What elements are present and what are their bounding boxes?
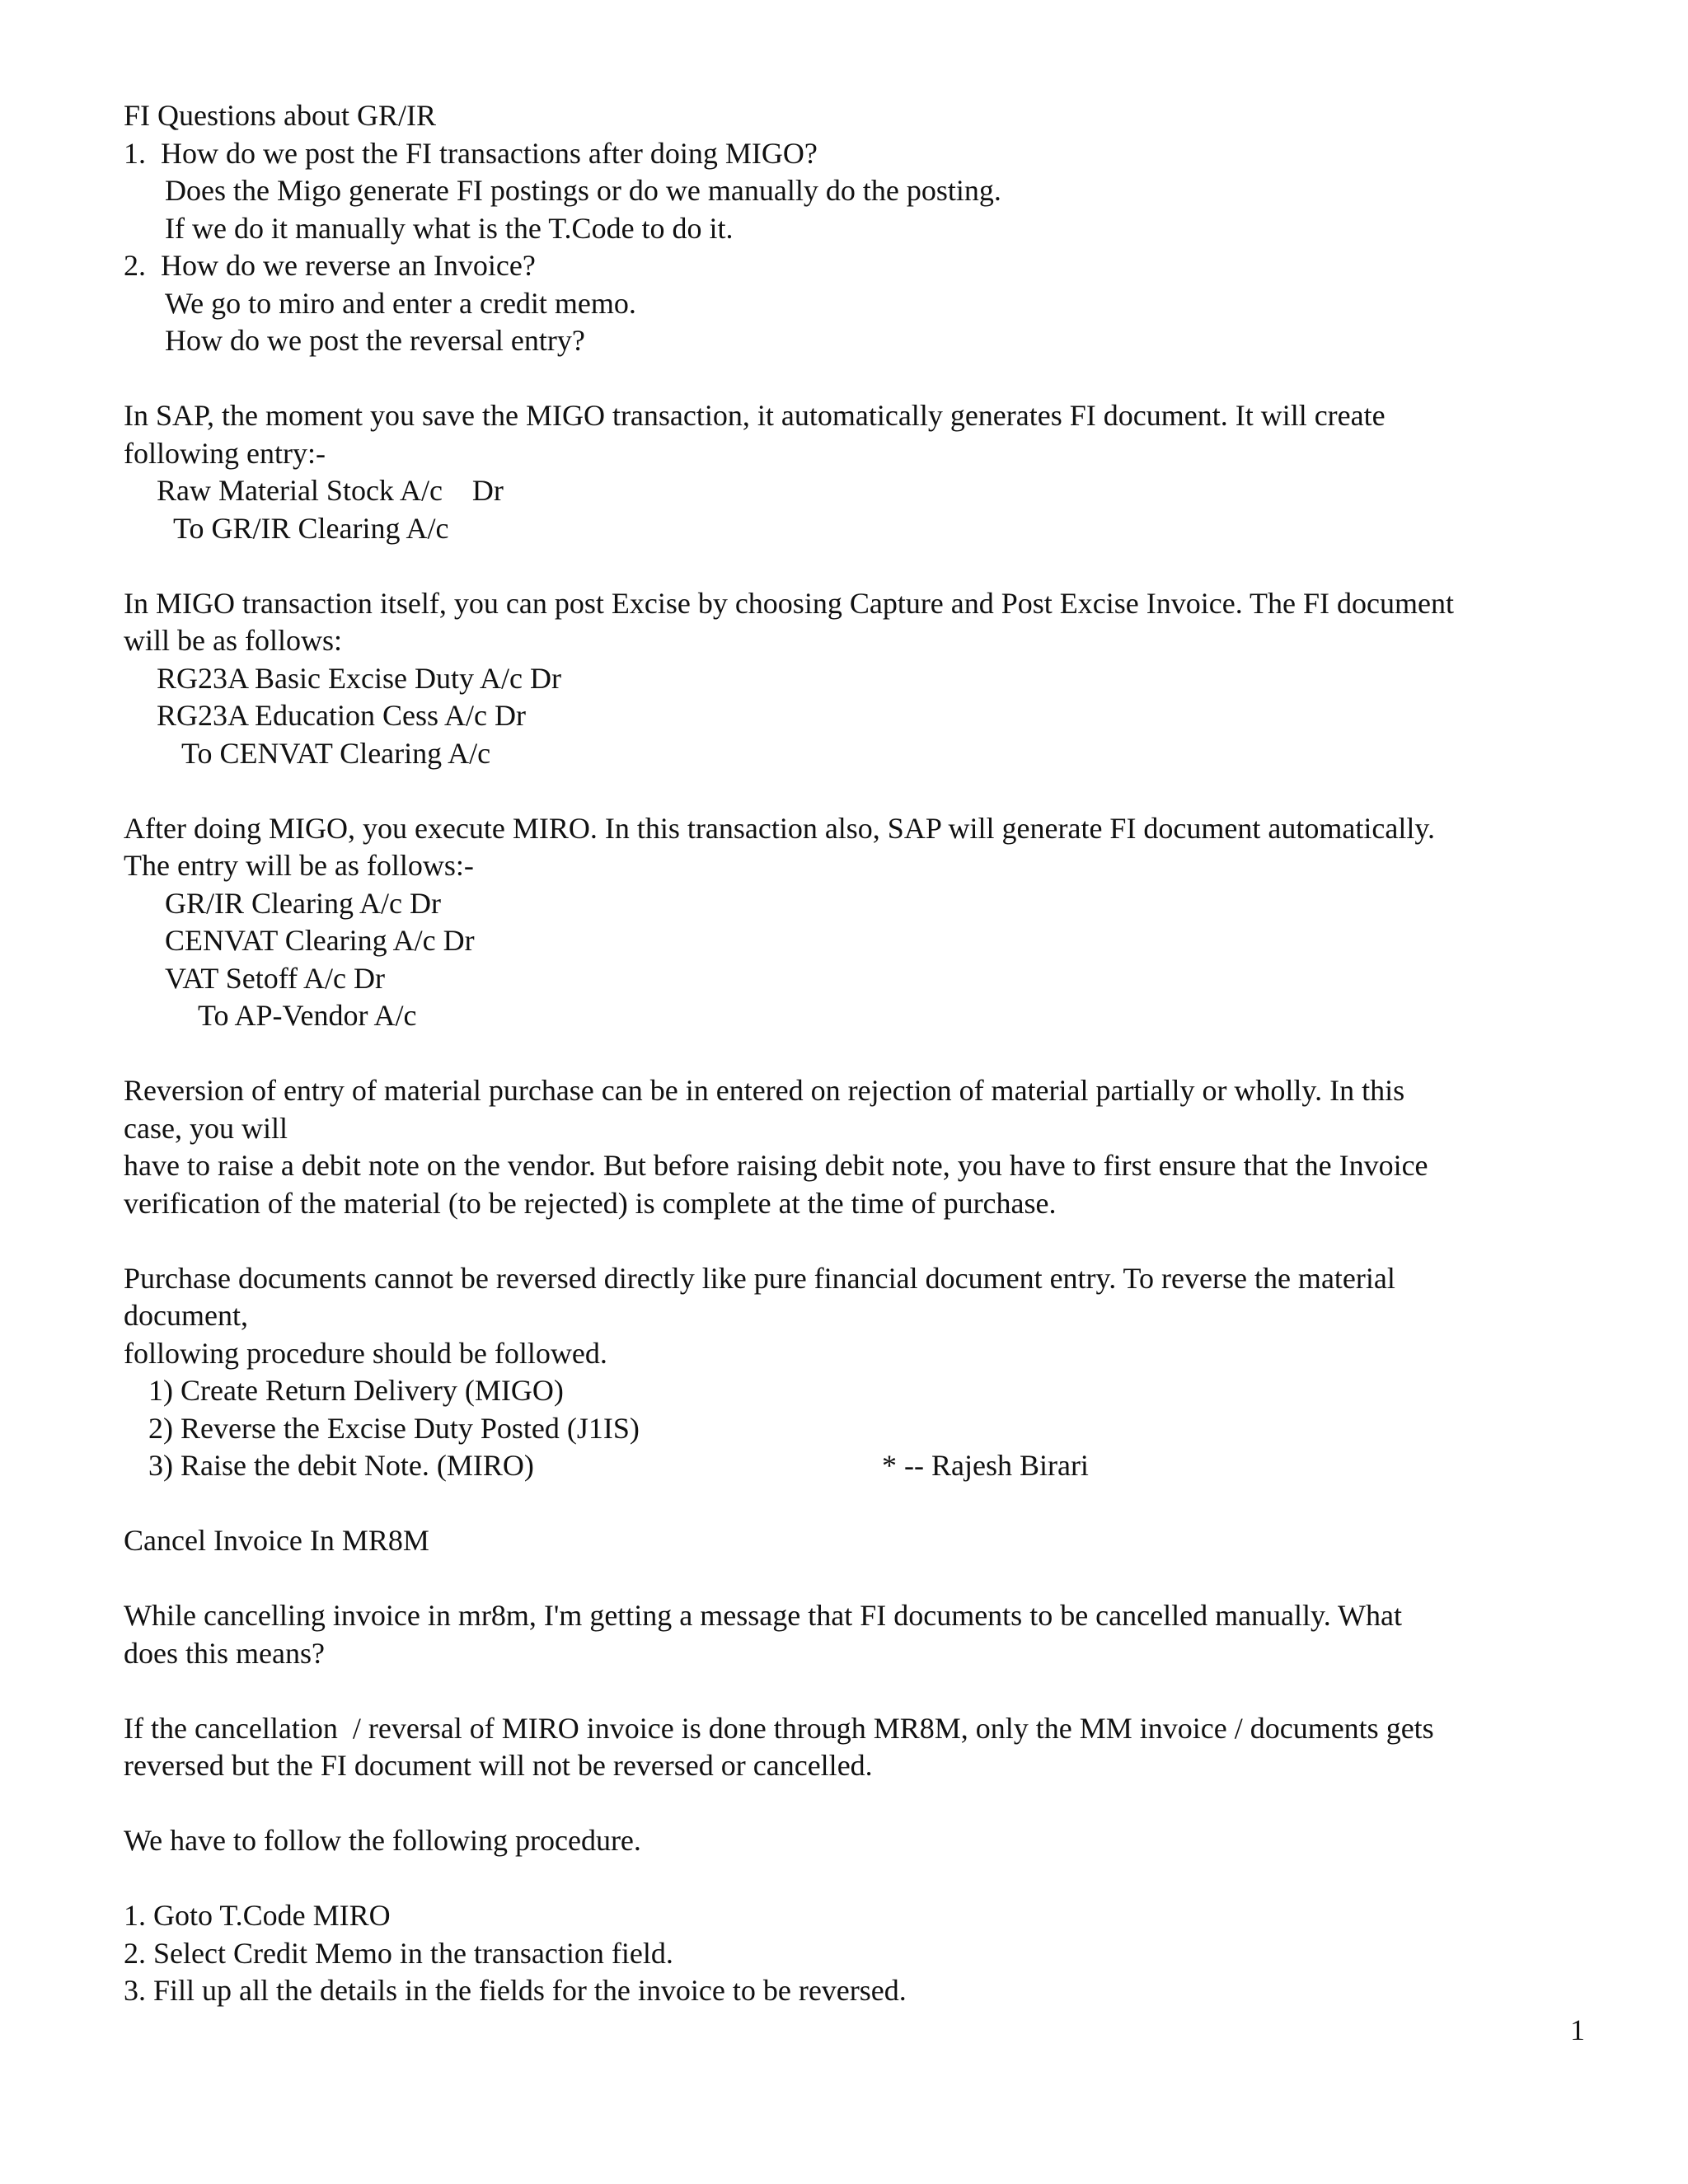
entry-raw-material-dr: Raw Material Stock A/c Dr [157, 474, 504, 507]
miro-step-2: 2. Select Credit Memo in the transaction field. [124, 1936, 673, 1970]
entry-ap-vendor-cr: To AP-Vendor A/c [198, 999, 417, 1032]
reversion-paragraph-line-4: verification of the material (to be rejected) is complete at the time of purchase. [124, 1186, 1057, 1220]
miro-paragraph-line-1: After doing MIGO, you execute MIRO. In this transaction also, SAP will generate FI document automatically. [124, 811, 1435, 845]
section-heading-cancel-invoice: Cancel Invoice In MR8M [124, 1524, 429, 1557]
spacer [124, 1785, 1599, 1823]
excise-paragraph-line-1: In MIGO transaction itself, you can post Excise by choosing Capture and Post Excise Invoice. The FI document [124, 586, 1454, 620]
follow-procedure-line: We have to follow the following procedure. [124, 1824, 641, 1857]
miro-step-1: 1. Goto T.Code MIRO [124, 1899, 391, 1932]
reversion-paragraph-line-3: have to raise a debit note on the vendor. But before raising debit note, you have to first ensure that the Invoice [124, 1149, 1428, 1182]
migo-answer-line-2: following entry:- [124, 436, 326, 470]
procedure-step-3-row [124, 1447, 1599, 1485]
question-1-detail-b: If we do it manually what is the T.Code to do it. [165, 211, 734, 245]
purchase-paragraph-line-3: following procedure should be followed. [124, 1336, 607, 1370]
entry-rg23a-basic-dr: RG23A Basic Excise Duty A/c Dr [157, 661, 561, 695]
author-signature: * -- Rajesh Birari [882, 1449, 1089, 1482]
spacer [124, 1672, 1599, 1710]
document-body [124, 97, 1599, 2010]
question-2-detail-b: How do we post the reversal entry? [165, 324, 585, 357]
spacer [124, 1860, 1599, 1898]
question-1: 1. How do we post the FI transactions after doing MIGO? [124, 136, 818, 170]
entry-cenvat-dr: CENVAT Clearing A/c Dr [165, 924, 475, 957]
entry-gr-ir-dr: GR/IR Clearing A/c Dr [165, 886, 441, 920]
spacer [124, 1560, 1599, 1598]
entry-vat-setoff-dr: VAT Setoff A/c Dr [165, 961, 386, 995]
reversion-paragraph-line-2: case, you will [124, 1111, 288, 1145]
page-number: 1 [1570, 2013, 1585, 2046]
spacer [124, 772, 1599, 810]
procedure-step-3: 3) Raise the debit Note. (MIRO) [148, 1449, 534, 1482]
mr8m-answer-line-1: If the cancellation / reversal of MIRO invoice is done through MR8M, only the MM invoice / documents gets [124, 1711, 1434, 1745]
purchase-paragraph-line-2: document, [124, 1299, 248, 1332]
mr8m-question-line-1: While cancelling invoice in mr8m, I'm getting a message that FI documents to be cancelled manually. What [124, 1599, 1403, 1632]
entry-rg23a-cess-dr: RG23A Education Cess A/c Dr [157, 699, 526, 732]
entry-cenvat-cr: To CENVAT Clearing A/c [181, 736, 491, 770]
spacer [124, 547, 1599, 585]
spacer [124, 1035, 1599, 1073]
question-2: 2. How do we reverse an Invoice? [124, 249, 536, 282]
spacer [124, 360, 1599, 398]
heading-gr-ir-questions: FI Questions about GR/IR [124, 99, 437, 132]
mr8m-answer-line-2: reversed but the FI document will not be reversed or cancelled. [124, 1749, 873, 1782]
reversion-paragraph-line-1: Reversion of entry of material purchase can be in entered on rejection of material partially or wholly. In this [124, 1074, 1405, 1107]
miro-paragraph-line-2: The entry will be as follows:- [124, 849, 474, 882]
question-2-detail-a: We go to miro and enter a credit memo. [165, 286, 636, 320]
miro-step-3: 3. Fill up all the details in the fields for the invoice to be reversed. [124, 1974, 907, 2007]
procedure-step-1: 1) Create Return Delivery (MIGO) [148, 1374, 564, 1407]
spacer [124, 1222, 1599, 1260]
migo-answer-line-1: In SAP, the moment you save the MIGO transaction, it automatically generates FI document. It will create [124, 399, 1386, 432]
purchase-paragraph-line-1: Purchase documents cannot be reversed directly like pure financial document entry. To reverse the material [124, 1261, 1395, 1295]
question-1-detail-a: Does the Migo generate FI postings or do we manually do the posting. [165, 174, 1001, 207]
excise-paragraph-line-2: will be as follows: [124, 624, 342, 657]
spacer [124, 1485, 1599, 1523]
mr8m-question-line-2: does this means? [124, 1636, 325, 1670]
procedure-step-2: 2) Reverse the Excise Duty Posted (J1IS) [148, 1411, 640, 1445]
entry-gr-ir-cr: To GR/IR Clearing A/c [173, 511, 449, 545]
